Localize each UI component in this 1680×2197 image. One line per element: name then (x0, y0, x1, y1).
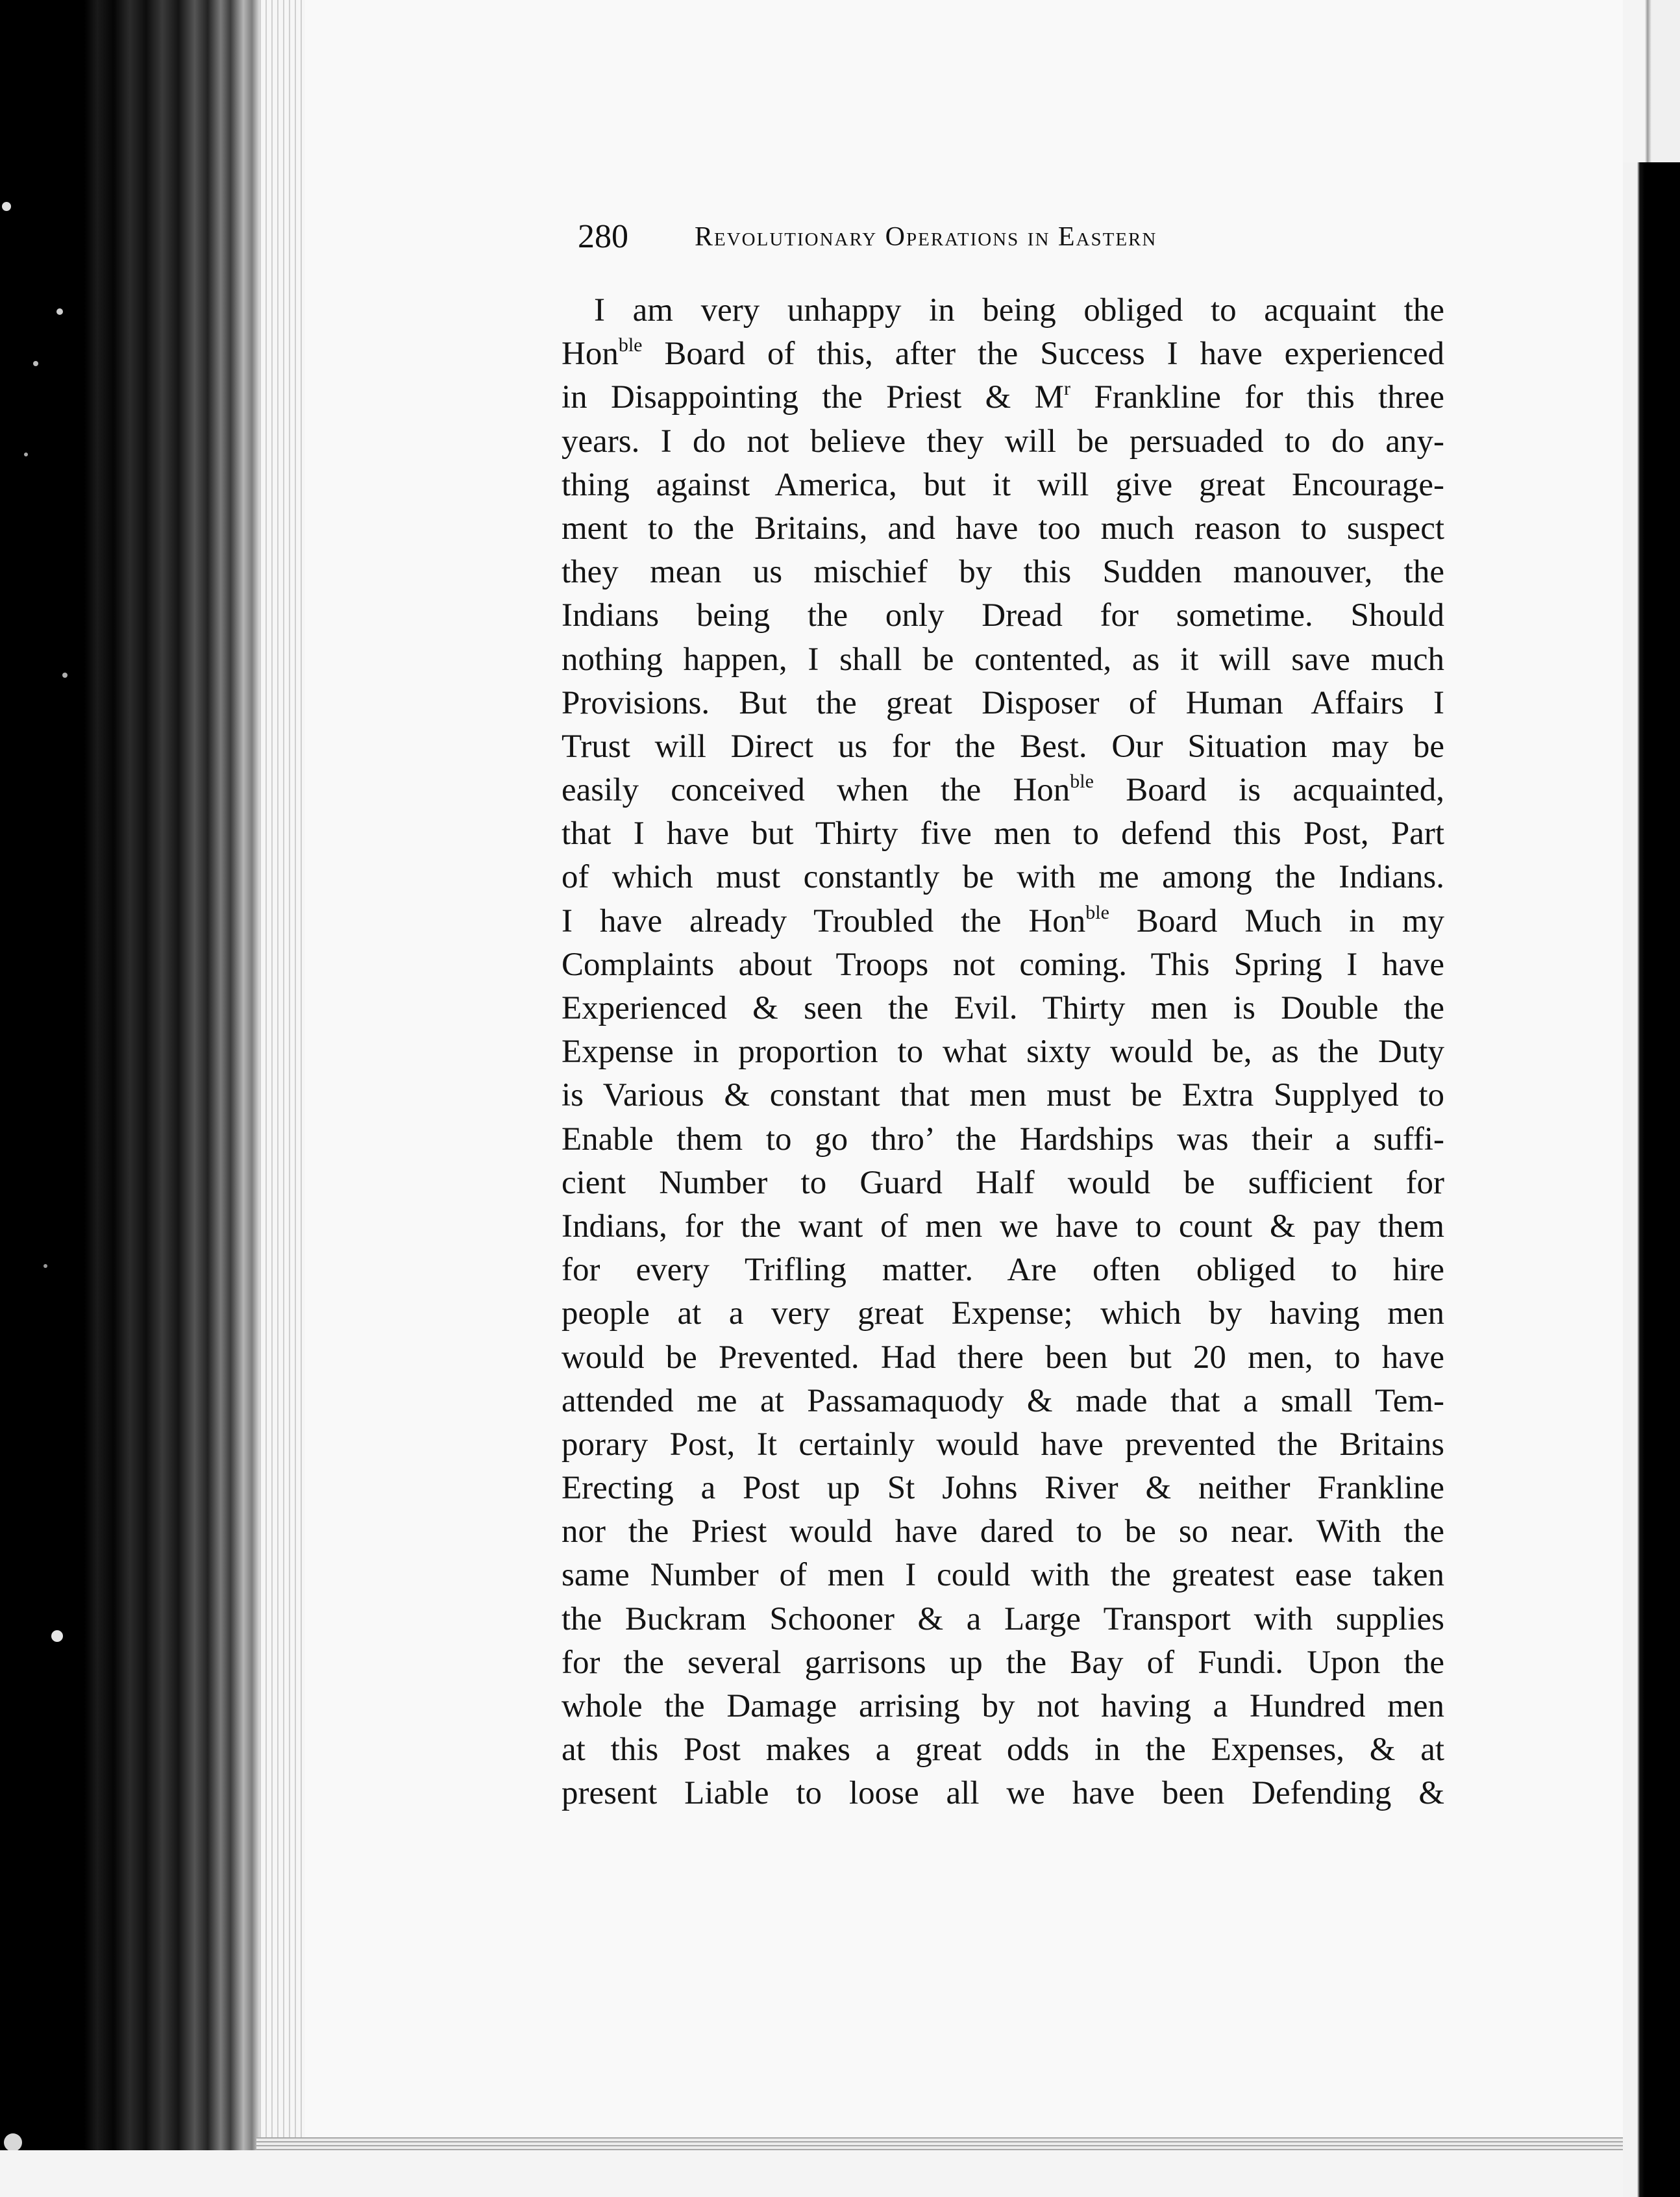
text-line (562, 1074, 1444, 1117)
text-run: present Liable to loose all we have been Defending & (562, 1775, 1444, 1812)
text-line (562, 1423, 1444, 1467)
text-run: cient Number to Guard Half would be sufficient for (562, 1164, 1444, 1201)
text-run: easily conceived when the Hon (562, 772, 1070, 809)
text-run: the Buckram Schooner & a Large Transport with supplies (562, 1600, 1444, 1637)
text-line (562, 1292, 1444, 1335)
text-line (562, 1641, 1444, 1685)
text-run: of which must constantly be with me among the Indians. (562, 859, 1444, 896)
text-line (562, 769, 1444, 812)
text-line (562, 1118, 1444, 1161)
text-run: people at a very great Expense; which by having men (562, 1295, 1444, 1332)
text-run: nothing happen, I shall be contented, as it will save much (562, 641, 1444, 678)
text-line (562, 943, 1444, 987)
text-line (562, 638, 1444, 682)
text-line (562, 812, 1444, 856)
text-run: whole the Damage arrising by not having a Hundred men (562, 1688, 1444, 1724)
text-line (562, 507, 1444, 551)
text-run: Hon (562, 336, 619, 373)
text-run: Complaints about Troops not coming. This Spring I have (562, 946, 1444, 983)
text-run: Indians being the only Dread for sometime. Should (562, 597, 1444, 634)
right-page-edge-top (1623, 0, 1680, 162)
text-run: Enable them to go thro’ the Hardships was their a suffi- (562, 1121, 1444, 1158)
text-line (562, 1467, 1444, 1510)
text-line (562, 987, 1444, 1030)
text-line (562, 856, 1444, 899)
text-run: years. I do not believe they will be persuaded to do any- (562, 423, 1444, 460)
superscript: ble (1070, 771, 1094, 793)
text-line (562, 682, 1444, 725)
text-line (562, 1161, 1444, 1205)
text-run: Experienced & seen the Evil. Thirty men is Double the (562, 990, 1444, 1026)
text-line (562, 900, 1444, 943)
text-line (562, 1772, 1444, 1815)
text-line (562, 332, 1444, 376)
text-run: Provisions. But the great Disposer of Human Affairs I (562, 684, 1444, 721)
text-run: is Various & constant that men must be Extra Supplyed to (562, 1077, 1444, 1114)
text-run: same Number of men I could with the greatest ease taken (562, 1557, 1444, 1594)
text-line (562, 376, 1444, 419)
text-line (562, 1728, 1444, 1772)
superscript: r (1064, 378, 1070, 400)
text-line (562, 1510, 1444, 1554)
text-run: would be Prevented. Had there been but 20 men, to have (562, 1339, 1444, 1376)
text-run: Indians, for the want of men we have to count & pay them (562, 1208, 1444, 1245)
running-title: Revolutionary Operations in Eastern (695, 222, 1157, 252)
text-line (562, 1380, 1444, 1423)
body-text (562, 289, 1444, 1816)
text-run: Trust will Direct us for the Best. Our Situation may be (562, 728, 1444, 765)
text-run: nor the Priest would have dared to be so near. With the (562, 1513, 1444, 1550)
text-line (562, 1598, 1444, 1641)
text-line (562, 420, 1444, 464)
text-run: they mean us mischief by this Sudden manouver, the (562, 554, 1444, 591)
text-line (562, 1205, 1444, 1248)
text-run: Board is acquainted, (1093, 772, 1444, 809)
text-run: attended me at Passamaquody & made that a small Tem- (562, 1382, 1444, 1419)
text-run: thing against America, but it will give great Encourage- (562, 466, 1444, 503)
text-run: for the several garrisons up the Bay of Fundi. Upon the (562, 1644, 1444, 1681)
text-run: Expense in proportion to what sixty would be, as the Duty (562, 1034, 1444, 1071)
text-run: Board of this, after the Success I have experienced (642, 336, 1444, 373)
text-line (562, 1248, 1444, 1292)
text-run: Erecting a Post up St Johns River & neither Frankline (562, 1470, 1444, 1507)
text-run: I have already Troubled the Hon (562, 902, 1086, 939)
text-line (562, 1685, 1444, 1728)
text-run: I am very unhappy in being obliged to acquaint the (594, 292, 1444, 329)
binding-specks (0, 0, 84, 2197)
below-page-area (0, 2150, 1680, 2197)
text-run: for every Trifling matter. Are often obliged to hire (562, 1252, 1444, 1289)
superscript: ble (1085, 901, 1109, 923)
text-run: that I have but Thirty five men to defend this Post, Part (562, 815, 1444, 852)
text-line (562, 1030, 1444, 1074)
page-bottom-edge (256, 2137, 1639, 2150)
text-line (562, 1554, 1444, 1597)
page-edge-lines (260, 0, 305, 2197)
text-line (562, 1336, 1444, 1380)
running-head (578, 214, 1324, 260)
text-run: in Disappointing the Priest & M (562, 379, 1064, 416)
text-line (562, 594, 1444, 638)
text-line (562, 289, 1444, 332)
text-line (562, 551, 1444, 594)
text-run: Board Much in my (1109, 902, 1444, 939)
superscript: ble (618, 334, 643, 356)
text-run: ment to the Britains, and have too much reason to suspect (562, 510, 1444, 547)
text-line (562, 725, 1444, 769)
text-run: at this Post makes a great odds in the Expenses, & at (562, 1732, 1444, 1769)
right-page-edge (1623, 0, 1680, 2197)
text-run: Frankline for this three (1070, 379, 1445, 416)
page-number: 280 (578, 218, 628, 255)
text-line (562, 464, 1444, 507)
text-run: porary Post, It certainly would have prevented the Britains (562, 1426, 1444, 1463)
